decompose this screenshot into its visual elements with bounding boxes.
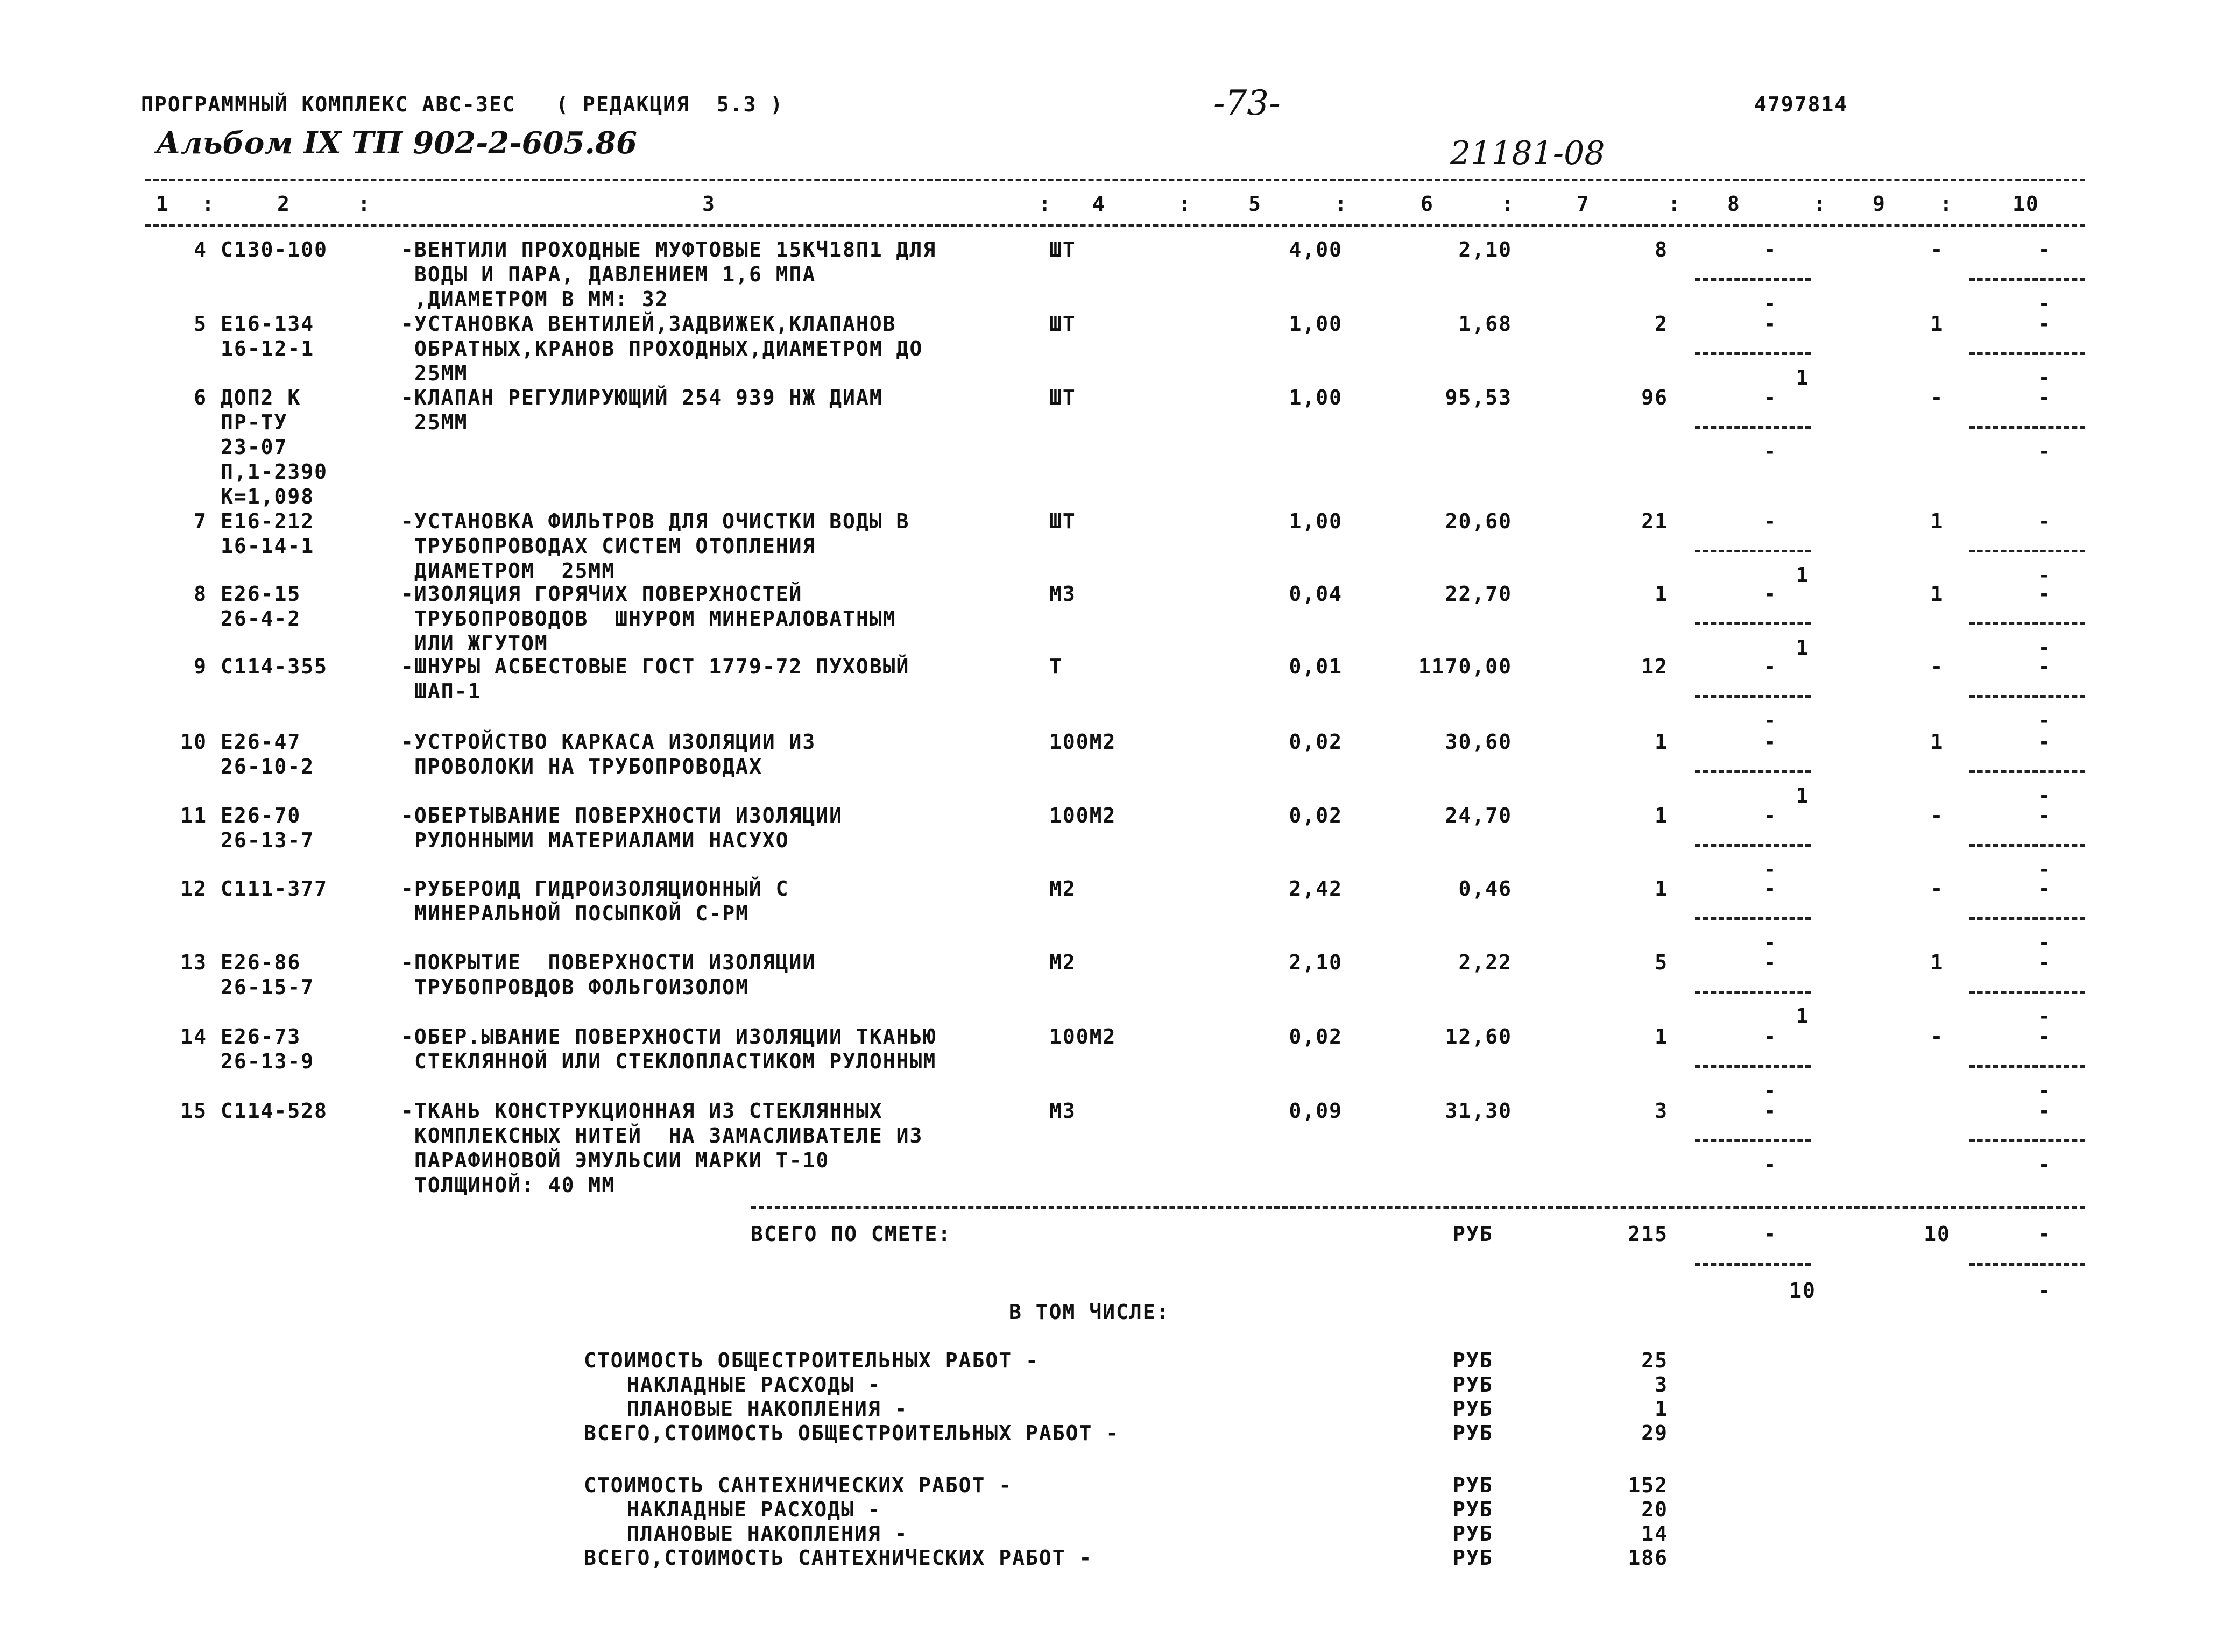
row-col10: - — [2038, 1025, 2052, 1048]
row-unit: Т — [1049, 655, 1063, 678]
row-col8: - — [1763, 730, 1777, 754]
row-col10-bottom: - — [2038, 636, 2052, 660]
row-col8: - — [1763, 951, 1777, 974]
row-total: 21 — [1641, 509, 1668, 533]
row-col8-bottom: - — [1763, 292, 1777, 315]
row-description: ПРОВОЛОКИ НА ТРУБОПРОВОДАХ — [414, 755, 762, 778]
summary-unit: РУБ — [1453, 1349, 1493, 1372]
row-col10-rule — [1969, 917, 2085, 920]
row-description: -ВЕНТИЛИ ПРОХОДНЫЕ МУФТОВЫЕ 15КЧ18П1 ДЛЯ — [401, 238, 937, 261]
row-col8: - — [1763, 312, 1777, 336]
row-code: Е26-73 — [221, 1025, 301, 1048]
row-col8-rule — [1695, 917, 1811, 920]
row-col8-rule — [1695, 844, 1811, 847]
row-col10-bottom: - — [2038, 366, 2052, 389]
row-description: -ОБЕРТЫВАНИЕ ПОВЕРХНОСТИ ИЗОЛЯЦИИ — [401, 804, 843, 827]
row-col10-bottom: - — [2038, 292, 2052, 315]
summary-value: 3 — [1655, 1373, 1668, 1396]
row-total: 1 — [1655, 582, 1668, 606]
summary-label: НАКЛАДНЫЕ РАСХОДЫ - — [627, 1498, 881, 1521]
row-quantity: 2,42 — [1289, 877, 1343, 901]
row-total: 1 — [1655, 804, 1668, 827]
summary-label: СТОИМОСТЬ ОБЩЕСТРОИТЕЛЬНЫХ РАБОТ - — [584, 1349, 1039, 1372]
row-price: 31,30 — [1445, 1099, 1512, 1123]
row-col10: - — [2038, 1099, 2052, 1123]
row-code: С130-100 — [221, 238, 328, 261]
row-col9: 1 — [1930, 730, 1944, 754]
row-code: 26-15-7 — [221, 975, 315, 999]
row-col10: - — [2038, 951, 2052, 974]
row-col8-bottom: 1 — [1796, 636, 1810, 660]
row-code: 16-14-1 — [221, 534, 315, 558]
row-unit: М3 — [1049, 1099, 1076, 1123]
row-code: С114-528 — [221, 1099, 328, 1123]
row-description: -РУБЕРОИД ГИДРОИЗОЛЯЦИОННЫЙ С — [401, 877, 789, 901]
including-label: В ТОМ ЧИСЛЕ: — [1009, 1300, 1170, 1324]
row-code: Е26-86 — [221, 951, 301, 974]
row-col8-rule — [1695, 426, 1811, 429]
row-col8-bottom: - — [1763, 439, 1777, 463]
summary-value: 1 — [1655, 1397, 1668, 1421]
summary-value: 29 — [1641, 1421, 1668, 1445]
row-code: Е16-134 — [221, 312, 315, 336]
row-description: ,ДИАМЕТРОМ В ММ: 32 — [414, 287, 669, 311]
row-price: 12,60 — [1445, 1025, 1512, 1048]
row-col10-bottom: - — [2038, 439, 2052, 463]
row-quantity: 1,00 — [1289, 312, 1343, 336]
row-unit: ШТ — [1049, 312, 1076, 336]
row-number: 15 — [180, 1099, 207, 1123]
summary-unit: РУБ — [1453, 1421, 1493, 1445]
row-code: П,1-2390 — [221, 460, 328, 484]
column-separator: : — [1668, 192, 1682, 216]
summary-unit: РУБ — [1453, 1546, 1493, 1570]
summary-unit: РУБ — [1453, 1498, 1493, 1521]
column-separator: : — [1501, 192, 1515, 216]
row-quantity: 1,00 — [1289, 386, 1343, 409]
row-number: 13 — [180, 951, 207, 974]
summary-value: 25 — [1641, 1349, 1668, 1372]
row-description: КОМПЛЕКСНЫХ НИТЕЙ НА ЗАМАСЛИВАТЕЛЕ ИЗ — [414, 1124, 923, 1147]
summary-unit: РУБ — [1453, 1373, 1493, 1396]
row-col10-rule — [1969, 770, 2085, 773]
row-price: 95,53 — [1445, 386, 1512, 409]
summary-label: СТОИМОСТЬ САНТЕХНИЧЕСКИХ РАБОТ - — [584, 1473, 1013, 1497]
row-col10-rule — [1969, 352, 2085, 355]
row-col9: - — [1930, 804, 1944, 827]
row-col8-rule — [1695, 695, 1811, 698]
row-code: Е16-212 — [221, 509, 315, 533]
row-unit: 100М2 — [1049, 730, 1117, 754]
row-number: 14 — [180, 1025, 207, 1048]
row-col10-bottom: - — [2038, 1153, 2052, 1176]
row-col8: - — [1763, 804, 1777, 827]
row-number: 8 — [194, 582, 207, 606]
row-code: ПР-ТУ — [221, 410, 288, 434]
row-col8: - — [1763, 238, 1777, 261]
row-col8-rule — [1695, 352, 1811, 355]
row-total: 2 — [1655, 312, 1668, 336]
row-total: 1 — [1655, 1025, 1668, 1048]
row-number: 12 — [180, 877, 207, 901]
row-price: 30,60 — [1445, 730, 1512, 754]
row-description: -ШНУРЫ АСБЕСТОВЫЕ ГОСТ 1779-72 ПУХОВЫЙ — [401, 655, 910, 678]
row-quantity: 0,02 — [1289, 804, 1343, 827]
row-quantity: 0,02 — [1289, 1025, 1343, 1048]
row-col10: - — [2038, 804, 2052, 827]
row-total: 3 — [1655, 1099, 1668, 1123]
summary-unit: РУБ — [1453, 1397, 1493, 1421]
summary-label: НАКЛАДНЫЕ РАСХОДЫ - — [627, 1373, 881, 1396]
row-col10: - — [2038, 312, 2052, 336]
row-description: -УСТАНОВКА ФИЛЬТРОВ ДЛЯ ОЧИСТКИ ВОДЫ В — [401, 509, 910, 533]
row-number: 11 — [180, 804, 207, 827]
row-col10: - — [2038, 386, 2052, 409]
row-price: 1,68 — [1458, 312, 1512, 336]
total-col8-bottom: 10 — [1789, 1279, 1816, 1302]
row-col10-rule — [1969, 1065, 2085, 1068]
row-col9: - — [1930, 877, 1944, 901]
row-code: 26-4-2 — [221, 607, 301, 630]
row-col10: - — [2038, 582, 2052, 606]
row-quantity: 0,01 — [1289, 655, 1343, 678]
row-col8-bottom: - — [1763, 857, 1777, 881]
row-code: К=1,098 — [221, 485, 315, 508]
row-description: МИНЕРАЛЬНОЙ ПОСЫПКОЙ С-РМ — [414, 902, 749, 925]
row-col9: - — [1930, 386, 1944, 409]
row-col8: - — [1763, 877, 1777, 901]
row-number: 9 — [194, 655, 207, 678]
row-col9: - — [1930, 655, 1944, 678]
column-number: 10 — [2012, 192, 2039, 216]
row-unit: ШТ — [1049, 509, 1076, 533]
row-col10: - — [2038, 877, 2052, 901]
row-description: -УСТАНОВКА ВЕНТИЛЕЙ,ЗАДВИЖЕК,КЛАПАНОВ — [401, 312, 896, 336]
row-col8: - — [1763, 1099, 1777, 1123]
row-code: 26-13-7 — [221, 828, 315, 852]
summary-label: ВСЕГО,СТОИМОСТЬ САНТЕХНИЧЕСКИХ РАБОТ - — [584, 1546, 1093, 1570]
row-col9: - — [1930, 1025, 1944, 1048]
total-col8-rule — [1695, 1263, 1811, 1266]
row-unit: 100М2 — [1049, 804, 1117, 827]
column-separator: : — [1039, 192, 1052, 216]
row-col8: - — [1763, 386, 1777, 409]
row-col8: - — [1763, 582, 1777, 606]
total-label: ВСЕГО ПО СМЕТЕ: — [751, 1222, 952, 1246]
row-col8-bottom: - — [1763, 1079, 1777, 1102]
row-col9: 1 — [1930, 582, 1944, 606]
row-unit: 100М2 — [1049, 1025, 1117, 1048]
row-col8-bottom: 1 — [1796, 366, 1810, 389]
row-description: ТОЛЩИНОЙ: 40 ММ — [414, 1173, 616, 1197]
row-code: Е26-47 — [221, 730, 301, 754]
column-number: 2 — [277, 192, 291, 216]
row-number: 6 — [194, 386, 207, 409]
row-number: 10 — [180, 730, 207, 754]
row-col10-bottom: - — [2038, 563, 2052, 587]
row-code: 26-10-2 — [221, 755, 315, 778]
column-separator: : — [1334, 192, 1348, 216]
row-col10-rule — [1969, 550, 2085, 552]
row-col10-rule — [1969, 844, 2085, 847]
row-price: 20,60 — [1445, 509, 1512, 533]
row-col10-bottom: - — [2038, 1004, 2052, 1028]
row-code: Е26-15 — [221, 582, 301, 606]
row-col10-rule — [1969, 1139, 2085, 1142]
total-col10-rule — [1969, 1263, 2085, 1266]
total-col10: - — [2038, 1222, 2052, 1246]
row-col8-rule — [1695, 278, 1811, 281]
row-price: 2,10 — [1458, 238, 1512, 261]
row-quantity: 1,00 — [1289, 509, 1343, 533]
row-price: 22,70 — [1445, 582, 1512, 606]
row-number: 7 — [194, 509, 207, 533]
column-number: 5 — [1248, 192, 1262, 216]
total-col8: - — [1763, 1222, 1777, 1246]
row-col8-bottom: - — [1763, 931, 1777, 954]
column-number: 3 — [702, 192, 716, 216]
summary-unit: РУБ — [1453, 1522, 1493, 1545]
row-quantity: 0,02 — [1289, 730, 1343, 754]
row-unit: М3 — [1049, 582, 1076, 606]
row-col8-rule — [1695, 991, 1811, 994]
row-col9: 1 — [1930, 509, 1944, 533]
row-col8: - — [1763, 655, 1777, 678]
row-description: ИЛИ ЖГУТОМ — [414, 632, 548, 655]
summary-label: ПЛАНОВЫЕ НАКОПЛЕНИЯ - — [627, 1522, 908, 1545]
summary-label: ПЛАНОВЫЕ НАКОПЛЕНИЯ - — [627, 1397, 908, 1421]
row-col8-bottom: 1 — [1796, 784, 1810, 807]
column-number: 6 — [1421, 192, 1434, 216]
row-description: СТЕКЛЯННОЙ ИЛИ СТЕКЛОПЛАСТИКОМ РУЛОННЫМ — [414, 1050, 937, 1073]
row-col10: - — [2038, 655, 2052, 678]
row-unit: ШТ — [1049, 238, 1076, 261]
row-description: ТРУБОПРОВДОВ ФОЛЬГОИЗОЛОМ — [414, 975, 749, 999]
row-col10: - — [2038, 509, 2052, 533]
row-description: ТРУБОПРОВОДАХ СИСТЕМ ОТОПЛЕНИЯ — [414, 534, 816, 558]
row-total: 1 — [1655, 730, 1668, 754]
column-separator: : — [1940, 192, 1953, 216]
column-separator: : — [202, 192, 215, 216]
row-col8-rule — [1695, 622, 1811, 625]
row-col10-rule — [1969, 278, 2085, 281]
document-code: 4797814 — [1754, 93, 1848, 116]
row-description: ВОДЫ И ПАРА, ДАВЛЕНИЕМ 1,6 МПА — [414, 263, 816, 286]
row-col10-rule — [1969, 426, 2085, 429]
row-col8-rule — [1695, 550, 1811, 552]
column-number: 8 — [1727, 192, 1741, 216]
row-total: 96 — [1641, 386, 1668, 409]
row-col9: 1 — [1930, 951, 1944, 974]
row-code: 26-13-9 — [221, 1050, 315, 1073]
row-col10-bottom: - — [2038, 784, 2052, 807]
row-col8-rule — [1695, 1065, 1811, 1068]
total-col9: 10 — [1924, 1222, 1951, 1246]
row-col10-rule — [1969, 695, 2085, 698]
page-number: -73- — [1213, 83, 1281, 123]
row-price: 0,46 — [1458, 877, 1512, 901]
row-col9: 1 — [1930, 312, 1944, 336]
header-top-rule — [145, 179, 2085, 181]
row-quantity: 2,10 — [1289, 951, 1343, 974]
row-price: 1170,00 — [1418, 655, 1512, 678]
row-col10-rule — [1969, 622, 2085, 625]
column-number: 4 — [1092, 192, 1106, 216]
column-number: 9 — [1873, 192, 1886, 216]
column-number: 7 — [1577, 192, 1590, 216]
total-value: 215 — [1628, 1222, 1668, 1246]
row-price: 2,22 — [1458, 951, 1512, 974]
row-code: ДОП2 К — [221, 386, 301, 409]
row-col8-bottom: - — [1763, 708, 1777, 732]
total-unit: РУБ — [1453, 1222, 1493, 1246]
summary-value: 152 — [1628, 1473, 1668, 1497]
row-unit: М2 — [1049, 951, 1076, 974]
total-col10-bottom: - — [2038, 1279, 2052, 1302]
row-total: 8 — [1655, 238, 1668, 261]
row-description: РУЛОННЫМИ МАТЕРИАЛАМИ НАСУХО — [414, 828, 789, 852]
row-quantity: 0,04 — [1289, 582, 1343, 606]
row-quantity: 4,00 — [1289, 238, 1343, 261]
row-code: Е26-70 — [221, 804, 301, 827]
row-description: 25ММ — [414, 410, 468, 434]
row-col10-bottom: - — [2038, 857, 2052, 881]
header-bottom-rule — [145, 224, 2085, 227]
row-col10-bottom: - — [2038, 1079, 2052, 1102]
row-unit: ШТ — [1049, 386, 1076, 409]
row-code: С111-377 — [221, 877, 328, 901]
row-description: -УСТРОЙСТВО КАРКАСА ИЗОЛЯЦИИ ИЗ — [401, 730, 816, 754]
row-description: ШАП-1 — [414, 679, 482, 703]
summary-value: 20 — [1641, 1498, 1668, 1521]
row-description: -ОБЕР.ЫВАНИЕ ПОВЕРХНОСТИ ИЗОЛЯЦИИ ТКАНЬЮ — [401, 1025, 937, 1048]
row-quantity: 0,09 — [1289, 1099, 1343, 1123]
program-header: ПРОГРАММНЫЙ КОМПЛЕКС АВС-3ЕС ( РЕДАКЦИЯ 5.3 ) — [141, 93, 784, 116]
row-col8-rule — [1695, 1139, 1811, 1142]
row-col8-rule — [1695, 770, 1811, 773]
row-number: 4 — [194, 238, 207, 261]
row-description: ДИАМЕТРОМ 25ММ — [414, 559, 616, 583]
row-description: ТРУБОПРОВОДОВ ШНУРОМ МИНЕРАЛОВАТНЫМ — [414, 607, 896, 630]
row-col8: - — [1763, 1025, 1777, 1048]
row-total: 1 — [1655, 877, 1668, 901]
row-col8-bottom: - — [1763, 1153, 1777, 1176]
row-price: 24,70 — [1445, 804, 1512, 827]
summary-unit: РУБ — [1453, 1473, 1493, 1497]
row-description: ПАРАФИНОВОЙ ЭМУЛЬСИИ МАРКИ Т-10 — [414, 1148, 830, 1172]
row-code: С114-355 — [221, 655, 328, 678]
row-col8-bottom: 1 — [1796, 1004, 1810, 1028]
row-col8-bottom: 1 — [1796, 563, 1810, 587]
column-separator: : — [1178, 192, 1192, 216]
album-title: Альбом IX ТП 902-2-605.86 — [156, 125, 637, 161]
row-description: -КЛАПАН РЕГУЛИРУЮЩИЙ 254 939 НЖ ДИАМ — [401, 386, 883, 409]
total-top-rule — [751, 1206, 2085, 1209]
row-description: -ТКАНЬ КОНСТРУКЦИОННАЯ ИЗ СТЕКЛЯННЫХ — [401, 1099, 883, 1123]
summary-value: 186 — [1628, 1546, 1668, 1570]
column-separator: : — [358, 192, 371, 216]
row-col10: - — [2038, 730, 2052, 754]
row-description: ОБРАТНЫХ,КРАНОВ ПРОХОДНЫХ,ДИАМЕТРОМ ДО — [414, 337, 923, 360]
row-unit: М2 — [1049, 877, 1076, 901]
row-description: -ИЗОЛЯЦИЯ ГОРЯЧИХ ПОВЕРХНОСТЕЙ — [401, 582, 803, 606]
row-description: 25ММ — [414, 361, 468, 385]
column-separator: : — [1813, 192, 1827, 216]
row-code: 16-12-1 — [221, 337, 315, 360]
row-number: 5 — [194, 312, 207, 336]
row-col10-rule — [1969, 991, 2085, 994]
row-col10-bottom: - — [2038, 931, 2052, 954]
reference-number: 21181-08 — [1450, 134, 1605, 172]
row-description: -ПОКРЫТИЕ ПОВЕРХНОСТИ ИЗОЛЯЦИИ — [401, 951, 816, 974]
row-col10-bottom: - — [2038, 708, 2052, 732]
row-col9: - — [1930, 238, 1944, 261]
summary-label: ВСЕГО,СТОИМОСТЬ ОБЩЕСТРОИТЕЛЬНЫХ РАБОТ - — [584, 1421, 1120, 1445]
summary-value: 14 — [1641, 1522, 1668, 1545]
row-total: 12 — [1641, 655, 1668, 678]
row-total: 5 — [1655, 951, 1668, 974]
row-col10: - — [2038, 238, 2052, 261]
row-col8: - — [1763, 509, 1777, 533]
column-number: 1 — [156, 192, 169, 216]
row-code: 23-07 — [221, 435, 288, 459]
